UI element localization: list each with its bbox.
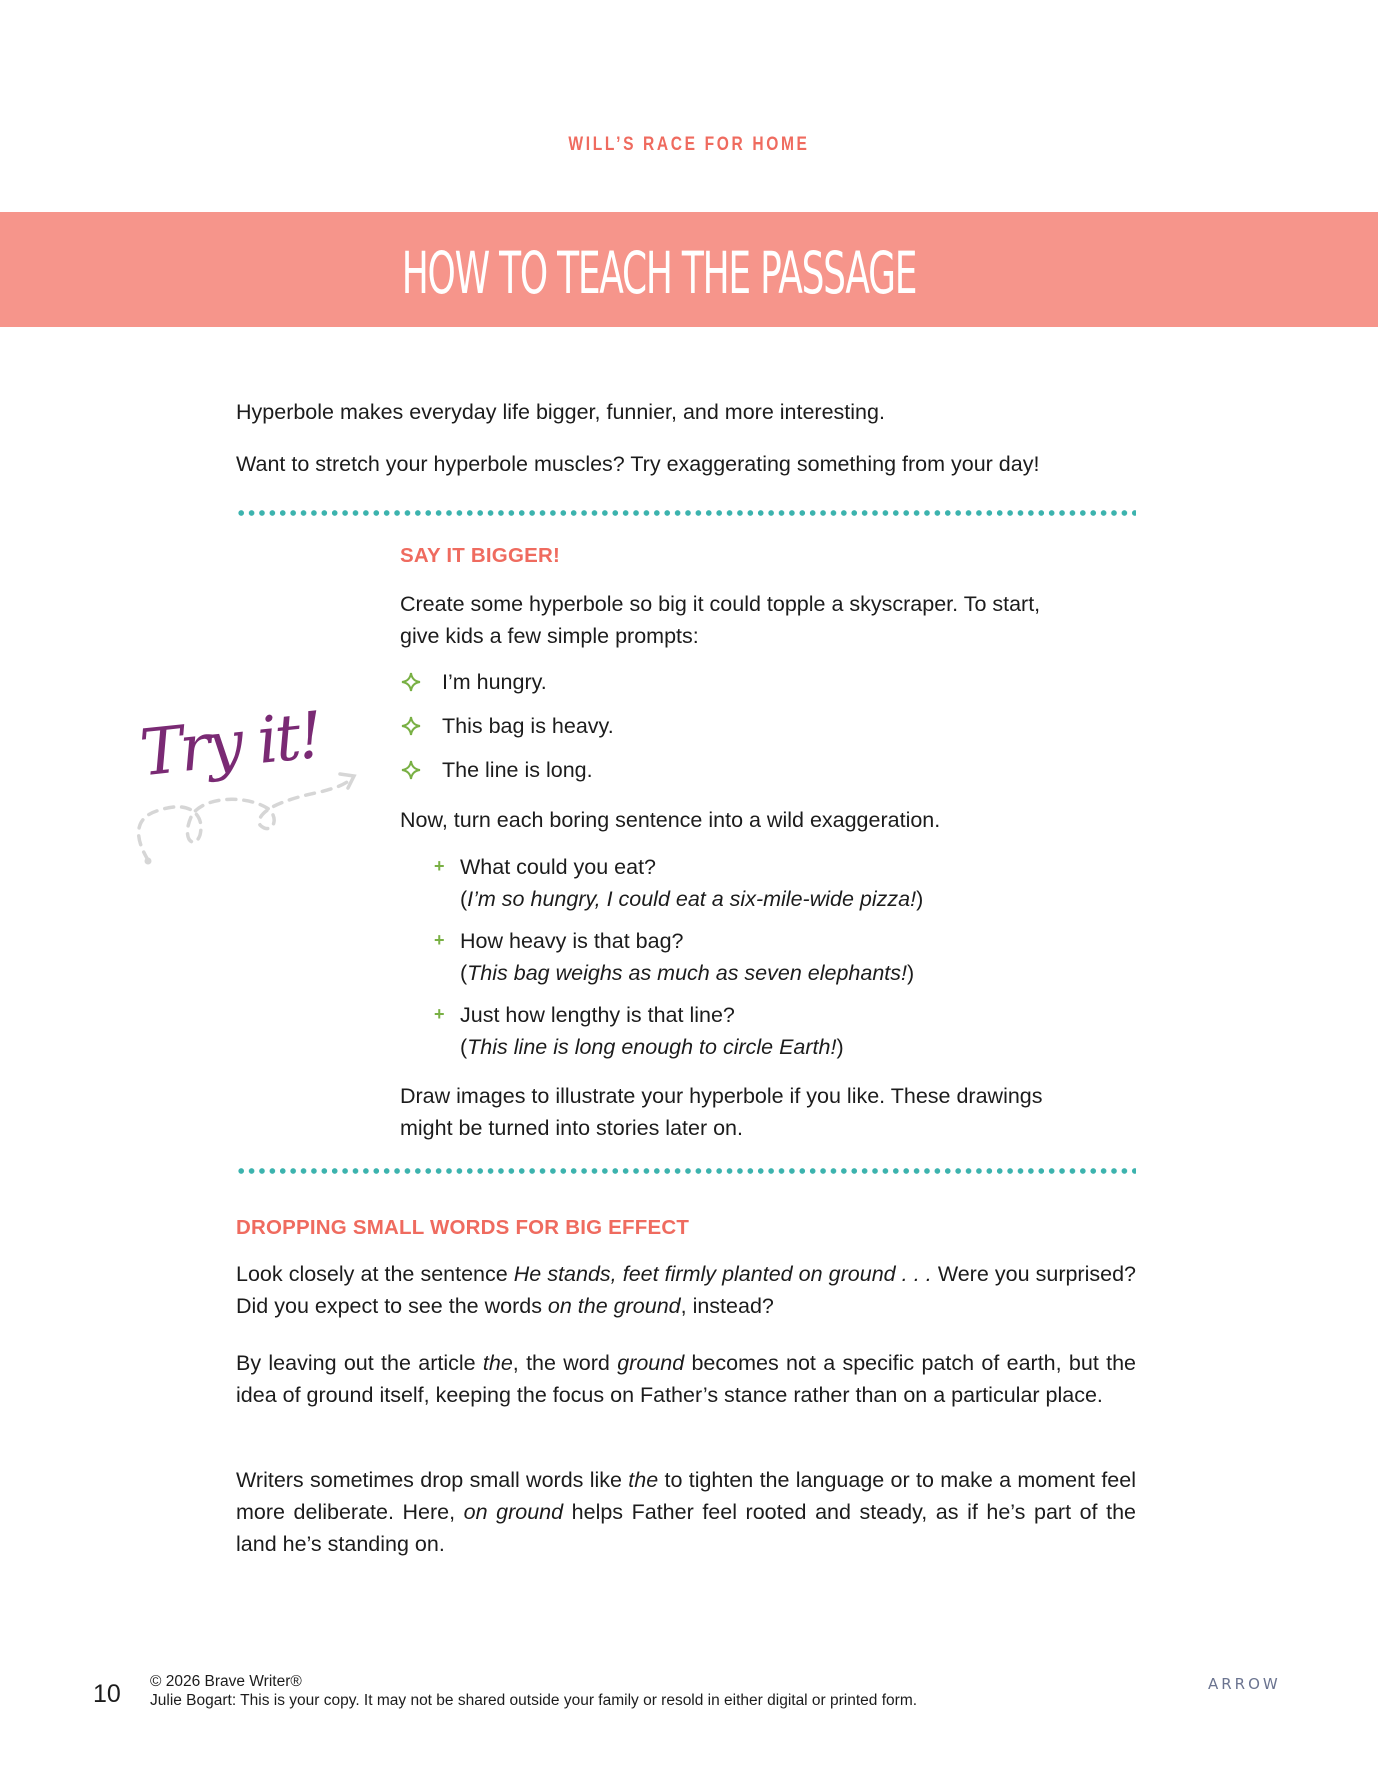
try-it-badge bbox=[120, 700, 360, 880]
question-text: What could you eat? bbox=[460, 855, 657, 879]
page-number: 10 bbox=[93, 1680, 121, 1708]
copyright-line: © 2026 Brave Writer® bbox=[150, 1673, 302, 1690]
brand-logo: ARROW bbox=[1208, 1675, 1281, 1693]
quoted-sentence: He stands, feet firmly planted on ground . . . bbox=[513, 1262, 932, 1286]
prompt-item bbox=[400, 754, 593, 786]
prompt-text: This bag is heavy. bbox=[442, 714, 614, 738]
intro-paragraph-2: Want to stretch your hyperbole muscles? Try exaggerating something from your day! bbox=[236, 452, 1040, 476]
running-head: WILL’S RACE FOR HOME bbox=[568, 134, 810, 155]
emphasis: ground bbox=[617, 1351, 685, 1375]
text-run: Were you surprised? Did you expect to see the words bbox=[236, 1262, 1136, 1318]
intro-paragraph-1: Hyperbole makes everyday life bigger, funnier, and more interesting. bbox=[236, 400, 885, 424]
section2-paragraph-1 bbox=[236, 1258, 1136, 1322]
transition-paragraph: Now, turn each boring sentence into a wild exaggeration. bbox=[400, 808, 941, 832]
section2-paragraph-3 bbox=[236, 1464, 1136, 1560]
answer-example: I’m so hungry, I could eat a six-mile-wide pizza! bbox=[467, 887, 917, 911]
emphasis: on the ground bbox=[547, 1294, 681, 1318]
emphasis: the bbox=[482, 1351, 513, 1375]
text-run: Look closely at the sentence bbox=[236, 1262, 514, 1286]
prompt-text: The line is long. bbox=[442, 758, 593, 782]
dropping-small-words-heading: DROPPING SMALL WORDS FOR BIG EFFECT bbox=[236, 1216, 690, 1239]
license-notice: Julie Bogart: This is your copy. It may not be shared outside your family or resold in either digital or printed form. bbox=[150, 1692, 918, 1709]
try-it-intro-line-2: give kids a few simple prompts: bbox=[400, 624, 699, 648]
banner-title: HOW TO TEACH THE PASSAGE bbox=[401, 239, 917, 307]
closing-line-2: might be turned into stories later on. bbox=[400, 1116, 743, 1140]
try-it-intro-line-1: Create some hyperbole so big it could topple a skyscraper. To start, bbox=[400, 592, 1041, 616]
answer-text: (This line is long enough to circle Earth!) bbox=[460, 1035, 844, 1059]
section2-paragraph-2 bbox=[236, 1347, 1136, 1411]
answer-example: This bag weighs as much as seven elephants! bbox=[467, 961, 907, 985]
dotted-divider-bottom bbox=[236, 1168, 1136, 1174]
plus-bullet-icon: + bbox=[434, 856, 445, 876]
dotted-divider-top bbox=[236, 510, 1136, 516]
prompt-item bbox=[400, 666, 547, 698]
question-text: How heavy is that bag? bbox=[460, 929, 684, 953]
text-run: becomes not a specific patch of earth, but the idea of ground itself, keeping the focus on Father’s stance rather than on a particular place. bbox=[236, 1351, 1136, 1407]
plus-bullet-icon: + bbox=[434, 930, 445, 950]
text-run: By leaving out the article bbox=[236, 1351, 483, 1375]
answer-text: (This bag weighs as much as seven elephants!) bbox=[460, 961, 915, 985]
prompt-text: I’m hungry. bbox=[442, 670, 547, 694]
closing-line-1: Draw images to illustrate your hyperbole if you like. These drawings bbox=[400, 1084, 1043, 1108]
prompt-item bbox=[400, 710, 614, 742]
emphasis: on ground bbox=[463, 1500, 564, 1524]
text-run: to tighten the language or to make a moment feel more deliberate. Here, bbox=[236, 1468, 1136, 1524]
copyright-block bbox=[150, 1672, 917, 1710]
say-it-bigger-heading: SAY IT BIGGER! bbox=[400, 544, 561, 567]
text-run: helps Father feel rooted and steady, as if he’s part of the land he’s standing on. bbox=[236, 1500, 1136, 1556]
answer-example: This line is long enough to circle Earth! bbox=[467, 1035, 837, 1059]
try-it-label: Try it! bbox=[136, 698, 325, 792]
sparkle-bullet-icon bbox=[400, 715, 422, 737]
answer-text: (I’m so hungry, I could eat a six-mile-wide pizza!) bbox=[460, 887, 924, 911]
sparkle-bullet-icon bbox=[400, 671, 422, 693]
question-text: Just how lengthy is that line? bbox=[460, 1003, 735, 1027]
text-run: , instead? bbox=[680, 1294, 774, 1318]
sparkle-bullet-icon bbox=[400, 759, 422, 781]
text-run: , the word bbox=[512, 1351, 618, 1375]
emphasis: the bbox=[628, 1468, 659, 1492]
text-run: Writers sometimes drop small words like bbox=[236, 1468, 629, 1492]
plus-bullet-icon: + bbox=[434, 1004, 445, 1024]
